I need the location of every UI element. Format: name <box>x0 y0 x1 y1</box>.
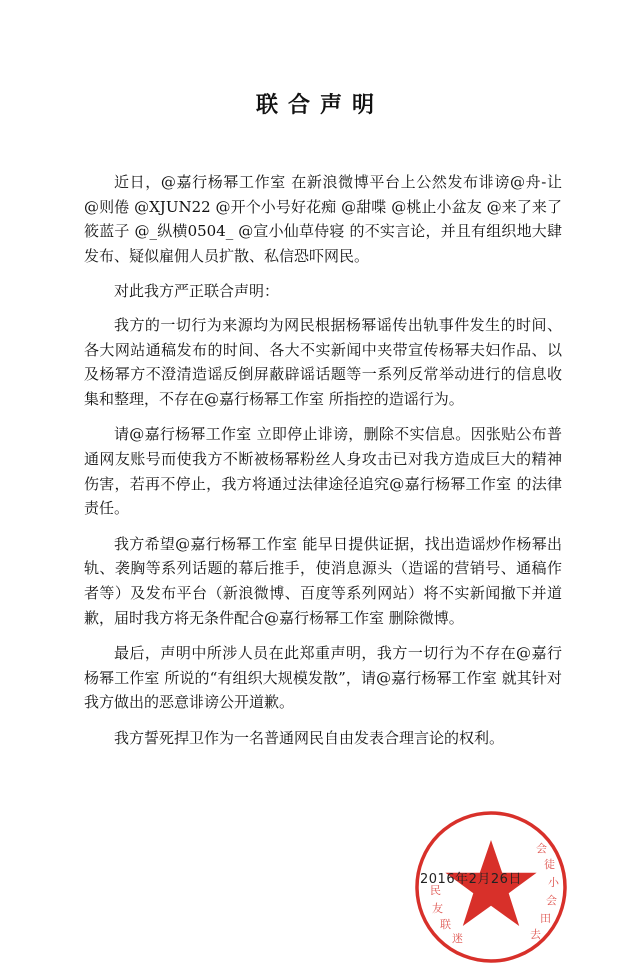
paragraph-request-evidence: 我方希望@嘉行杨幂工作室 能早日提供证据，找出造谣炒作杨幂出轨、袭胸等系列话题的幕后推手，使消息源头（造谣的营销号、通稿作者等）及发布平台（新浪微博、百度等系列网站）将不实新闻撤下并道歉，届时我方将无条件配合@嘉行杨幂工作室 删除微博。 <box>84 534 562 627</box>
paragraph-demand-stop: 请@嘉行杨幂工作室 立即停止诽谤，删除不实信息。因张贴公布普通网友账号而使我方不断被杨幂粉丝人身攻击已对我方造成巨大的精神伤害，若再不停止，我方将通过法律途径追究@嘉行杨幂工作室 的法律责任。 <box>84 425 562 518</box>
svg-text:民: 民 <box>430 884 441 897</box>
paragraph-sources: 我方的一切行为来源均为网民根据杨幂谣传出轨事件发生的时间、各大网站通稿发布的时间、各大不实新闻中夹带宣传杨幂夫妇作品、以及杨幂方不澄清造谣反倒屏蔽辟谣话题等一系列反常举动进行的信息收集和整理，不存在@嘉行杨幂工作室 所指控的造谣行为。 <box>84 315 562 408</box>
red-seal-stamp <box>412 808 570 966</box>
paragraph-declaration: 对此我方严正联合声明： <box>114 282 280 301</box>
svg-text:迷: 迷 <box>452 932 463 945</box>
paragraph-intro: 近日，@嘉行杨幂工作室 在新浪微博平台上公然发布诽谤@舟-让 @则倦 @XJUN22 @开个小号好花痴 @甜喋 @桃止小盆友 @来了来了筱蓝子 @_纵横0504_ @宣小仙草侍寝 的不实言论，并且有组织地大肆发布、疑似雇佣人员扩散、私信恐吓网民。 <box>84 173 562 265</box>
svg-text:会: 会 <box>536 842 547 855</box>
svg-text:田: 田 <box>540 912 551 925</box>
svg-text:徒: 徒 <box>544 858 555 871</box>
statement-body <box>84 170 562 761</box>
document-title: 联合声明 <box>255 92 384 118</box>
svg-text:联: 联 <box>440 918 451 931</box>
paragraph-rights: 我方誓死捍卫作为一名普通网民自由发表合理言论的权利。 <box>114 728 505 747</box>
svg-text:小: 小 <box>548 876 559 889</box>
svg-text:去: 去 <box>530 928 541 941</box>
svg-text:会: 会 <box>546 894 557 907</box>
statement-date: 2016年2月26日 <box>420 872 522 887</box>
paragraph-final-statement: 最后，声明中所涉人员在此郑重声明，我方一切行为不存在@嘉行杨幂工作室 所说的“有组织大规模发散”，请@嘉行杨幂工作室 就其针对我方做出的恶意诽谤公开道歉。 <box>84 644 562 712</box>
svg-text:友: 友 <box>432 902 443 915</box>
